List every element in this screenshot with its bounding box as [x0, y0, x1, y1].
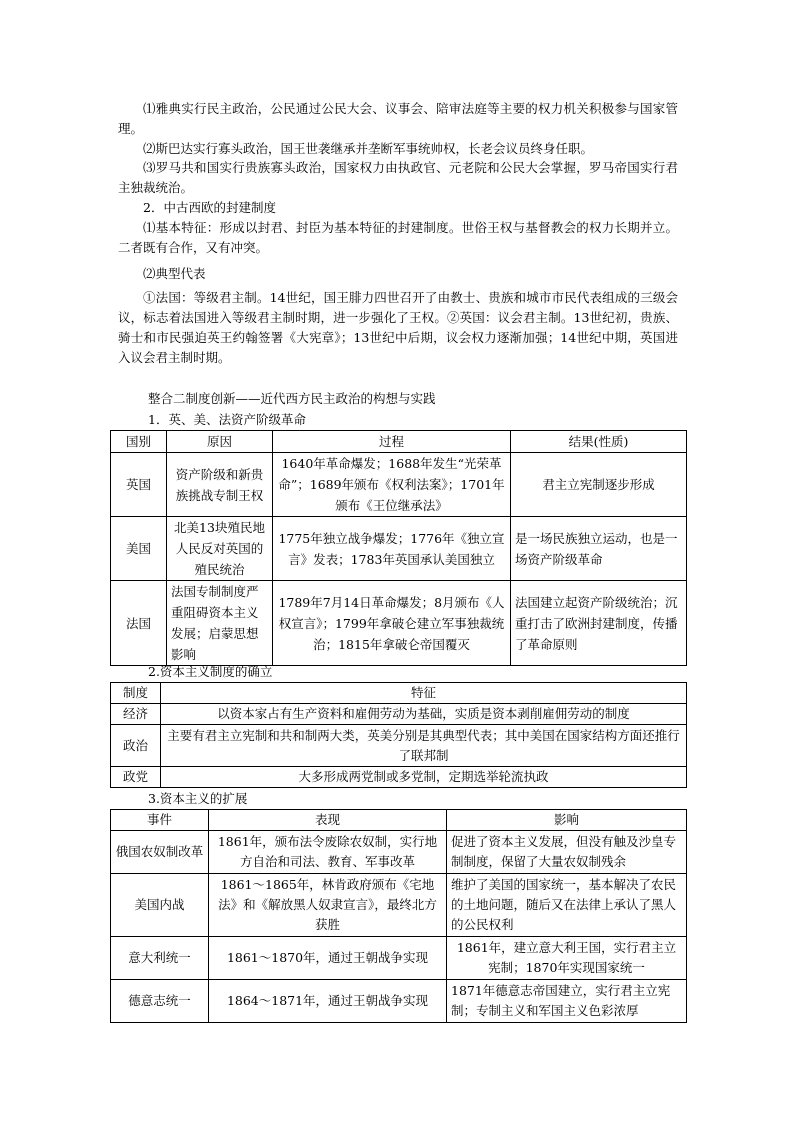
col-header-event: 事件 — [111, 810, 209, 831]
cell-country: 美国 — [111, 517, 167, 581]
capitalism-establishment-table — [110, 682, 687, 788]
table-row — [111, 980, 687, 1023]
heading-typical-examples: ⑵典型代表 — [143, 266, 206, 281]
cell-system: 经济 — [111, 704, 161, 725]
cell-feature: 大多形成两党制或多党制，定期选举轮流执政 — [161, 767, 687, 788]
heading-feudal-europe: 2．中古西欧的封建制度 — [143, 200, 276, 215]
cell-manifestation: 1861～1870年，通过王朝战争实现 — [209, 937, 447, 980]
paragraph-athens: ⑴雅典实行民主政治，公民通过公民大会、议事会、陪审法庭等主要的权力机关积极参与国家管理。 — [118, 101, 678, 136]
col-header-result: 结果(性质) — [511, 431, 687, 453]
table2-title: 2.资本主义制度的确立 — [148, 664, 273, 679]
cell-system: 政治 — [111, 725, 161, 767]
capitalism-expansion-table — [110, 809, 687, 1023]
cell-event: 德意志统一 — [111, 980, 209, 1023]
cell-feature: 以资本家占有生产资料和雇佣劳动为基础，实质是资本剥削雇佣劳动的制度 — [161, 704, 687, 725]
table-row — [111, 831, 687, 874]
col-header-manifestation: 表现 — [209, 810, 447, 831]
cell-event: 意大利统一 — [111, 937, 209, 980]
cell-cause: 法国专制制度严重阻碍资本主义发展；启蒙思想影响 — [167, 581, 273, 666]
col-header-process: 过程 — [273, 431, 511, 453]
cell-impact: 促进了资本主义发展，但没有触及沙皇专制制度，保留了大量农奴制残余 — [447, 831, 687, 874]
col-header-impact: 影响 — [447, 810, 687, 831]
table1-title: 1．英、美、法资产阶级革命 — [148, 412, 306, 427]
cell-impact: 维护了美国的国家统一，基本解决了农民的土地问题，随后又在法律上承认了黑人的公民权利 — [447, 874, 687, 937]
paragraph-rome: ⑶罗马共和国实行贵族寡头政治，国家权力由执政官、元老院和公民大会掌握，罗马帝国实行君主独裁统治。 — [118, 160, 678, 195]
col-header-country: 国别 — [111, 431, 167, 453]
col-header-cause: 原因 — [167, 431, 273, 453]
paragraph-sparta: ⑵斯巴达实行寡头政治，国王世袭继承并垄断军事统帅权，长老会议员终身任职。 — [143, 141, 594, 156]
table-row — [111, 937, 687, 980]
paragraph-france-england: ①法国：等级君主制。14世纪，国王腓力四世召开了由教士、贵族和城市市民代表组成的三级会议，标志着法国进入等级君主制时期，进一步强化了王权。②英国：议会君主制。13世纪初，贵族、骑士和市民强迫英王约翰签署《大宪章》；13世纪中后期，议会权力逐渐加强；14世纪中期，英国进入议会君主制时期。 — [118, 290, 678, 365]
section-title-integration-two: 整合二制度创新——近代西方民主政治的构想与实践 — [148, 391, 436, 406]
cell-process: 1789年7月14日革命爆发；8月颁布《人权宣言》；1799年拿破仑建立军事独裁统治；1815年拿破仑帝国覆灭 — [273, 581, 511, 666]
cell-country: 英国 — [111, 453, 167, 517]
cell-manifestation: 1861年，颁布法令废除农奴制，实行地方自治和司法、教育、军事改革 — [209, 831, 447, 874]
table-row — [111, 453, 687, 517]
cell-event: 美国内战 — [111, 874, 209, 937]
table-row — [111, 581, 687, 666]
table-row — [111, 517, 687, 581]
table-row — [111, 874, 687, 937]
cell-cause: 资产阶级和新贵族挑战专制王权 — [167, 453, 273, 517]
cell-event: 俄国农奴制改革 — [111, 831, 209, 874]
col-header-feature: 特征 — [161, 683, 687, 704]
table-row — [111, 767, 687, 788]
paragraph-basic-features: ⑴基本特征：形成以封君、封臣为基本特征的封建制度。世俗王权与基督教会的权力长期并立。二者既有合作，又有冲突。 — [118, 220, 678, 255]
cell-country: 法国 — [111, 581, 167, 666]
cell-result: 法国建立起资产阶级统治；沉重打击了欧洲封建制度，传播了革命原则 — [511, 581, 687, 666]
cell-process: 1775年独立战争爆发；1776年《独立宣言》发表；1783年英国承认美国独立 — [273, 517, 511, 581]
cell-cause: 北美13块殖民地人民反对英国的殖民统治 — [167, 517, 273, 581]
cell-manifestation: 1861～1865年，林肯政府颁布《宅地法》和《解放黑人奴隶宣言》，最终北方获胜 — [209, 874, 447, 937]
cell-impact: 1871年德意志帝国建立，实行君主立宪制；专制主义和军国主义色彩浓厚 — [447, 980, 687, 1023]
col-header-system: 制度 — [111, 683, 161, 704]
revolutions-table — [110, 430, 687, 666]
cell-result: 君主立宪制逐步形成 — [511, 453, 687, 517]
cell-result: 是一场民族独立运动，也是一场资产阶级革命 — [511, 517, 687, 581]
table3-title: 3.资本主义的扩展 — [148, 791, 248, 806]
cell-system: 政党 — [111, 767, 161, 788]
table-row — [111, 725, 687, 767]
cell-feature: 主要有君主立宪制和共和制两大类，英美分别是其典型代表；其中美国在国家结构方面还推行了联邦制 — [161, 725, 687, 767]
cell-manifestation: 1864～1871年，通过王朝战争实现 — [209, 980, 447, 1023]
cell-process: 1640年革命爆发；1688年发生“光荣革命”；1689年颁布《权利法案》；1701年颁布《王位继承法》 — [273, 453, 511, 517]
table-row — [111, 704, 687, 725]
cell-impact: 1861年，建立意大利王国，实行君主立宪制；1870年实现国家统一 — [447, 937, 687, 980]
